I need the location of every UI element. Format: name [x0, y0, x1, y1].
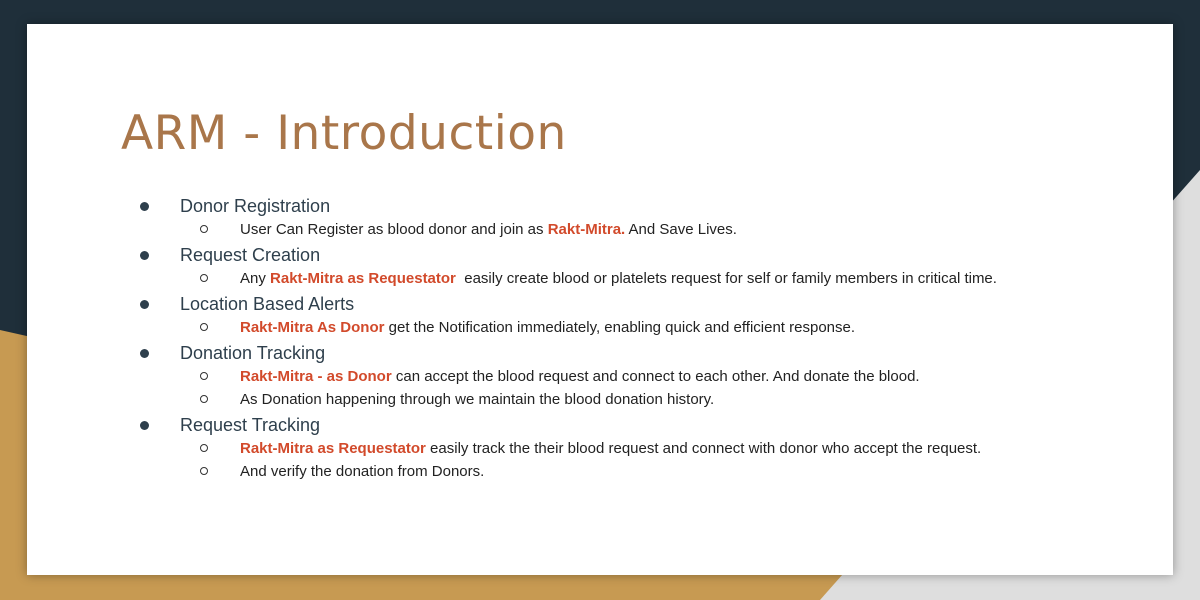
- circle-bullet-icon: [200, 444, 208, 452]
- bullet-item: [27, 292, 1173, 316]
- circle-bullet-icon: [200, 323, 208, 331]
- circle-bullet-icon: [200, 395, 208, 403]
- bullet-item: [27, 194, 1173, 218]
- bullet-dot-icon: [140, 251, 149, 260]
- highlight-text: Rakt-Mitra as Requestator: [240, 440, 426, 457]
- sub-bullet-item: [27, 267, 1173, 290]
- sub-bullet-item: [27, 437, 1173, 460]
- highlight-text: Rakt-Mitra As Donor: [240, 319, 385, 336]
- sub-bullet-item: [27, 460, 1173, 483]
- sub-bullet-text: Any: [240, 270, 271, 287]
- bullet-dot-icon: [140, 349, 149, 358]
- circle-bullet-icon: [200, 372, 208, 380]
- sub-bullet-text: And Save Lives.: [625, 221, 737, 238]
- sub-bullet-item: [27, 316, 1173, 339]
- bullet-heading: Donation Tracking: [180, 343, 326, 363]
- bullet-heading: Location Based Alerts: [180, 294, 355, 314]
- bullet-item: [27, 413, 1173, 437]
- highlight-text: Rakt-Mitra as Requestator: [270, 270, 456, 287]
- slide: [27, 24, 1173, 575]
- sub-bullet-text: get the Notification immediately, enabling quick and efficient response.: [384, 319, 856, 336]
- bullet-dot-icon: [140, 202, 149, 211]
- slide-title: ARM - Introduction: [121, 106, 567, 161]
- bullet-heading: Request Tracking: [180, 415, 321, 435]
- sub-bullet-text: easily track the their blood request and connect with donor who accept the request.: [425, 440, 982, 457]
- bullet-item: [27, 243, 1173, 267]
- sub-bullet-text: can accept the blood request and connect to each other. And donate the blood.: [391, 368, 920, 385]
- bullet-heading: Donor Registration: [180, 196, 331, 216]
- sub-bullet-text: User Can Register as blood donor and join as: [240, 221, 548, 238]
- highlight-text: Rakt-Mitra - as Donor: [240, 368, 392, 385]
- circle-bullet-icon: [200, 467, 208, 475]
- sub-bullet-text: And verify the donation from Donors.: [240, 463, 485, 480]
- circle-bullet-icon: [200, 274, 208, 282]
- bullet-list: [27, 194, 1173, 485]
- bullet-dot-icon: [140, 421, 149, 430]
- bullet-heading: Request Creation: [180, 245, 321, 265]
- sub-bullet-item: [27, 388, 1173, 411]
- highlight-text: Rakt-Mitra.: [547, 221, 626, 238]
- sub-bullet-item: [27, 218, 1173, 241]
- sub-bullet-text: easily create blood or platelets request for self or family members in critical time.: [455, 270, 997, 287]
- bullet-item: [27, 341, 1173, 365]
- circle-bullet-icon: [200, 225, 208, 233]
- sub-bullet-text: As Donation happening through we maintain the blood donation history.: [240, 391, 715, 408]
- bullet-dot-icon: [140, 300, 149, 309]
- sub-bullet-item: [27, 365, 1173, 388]
